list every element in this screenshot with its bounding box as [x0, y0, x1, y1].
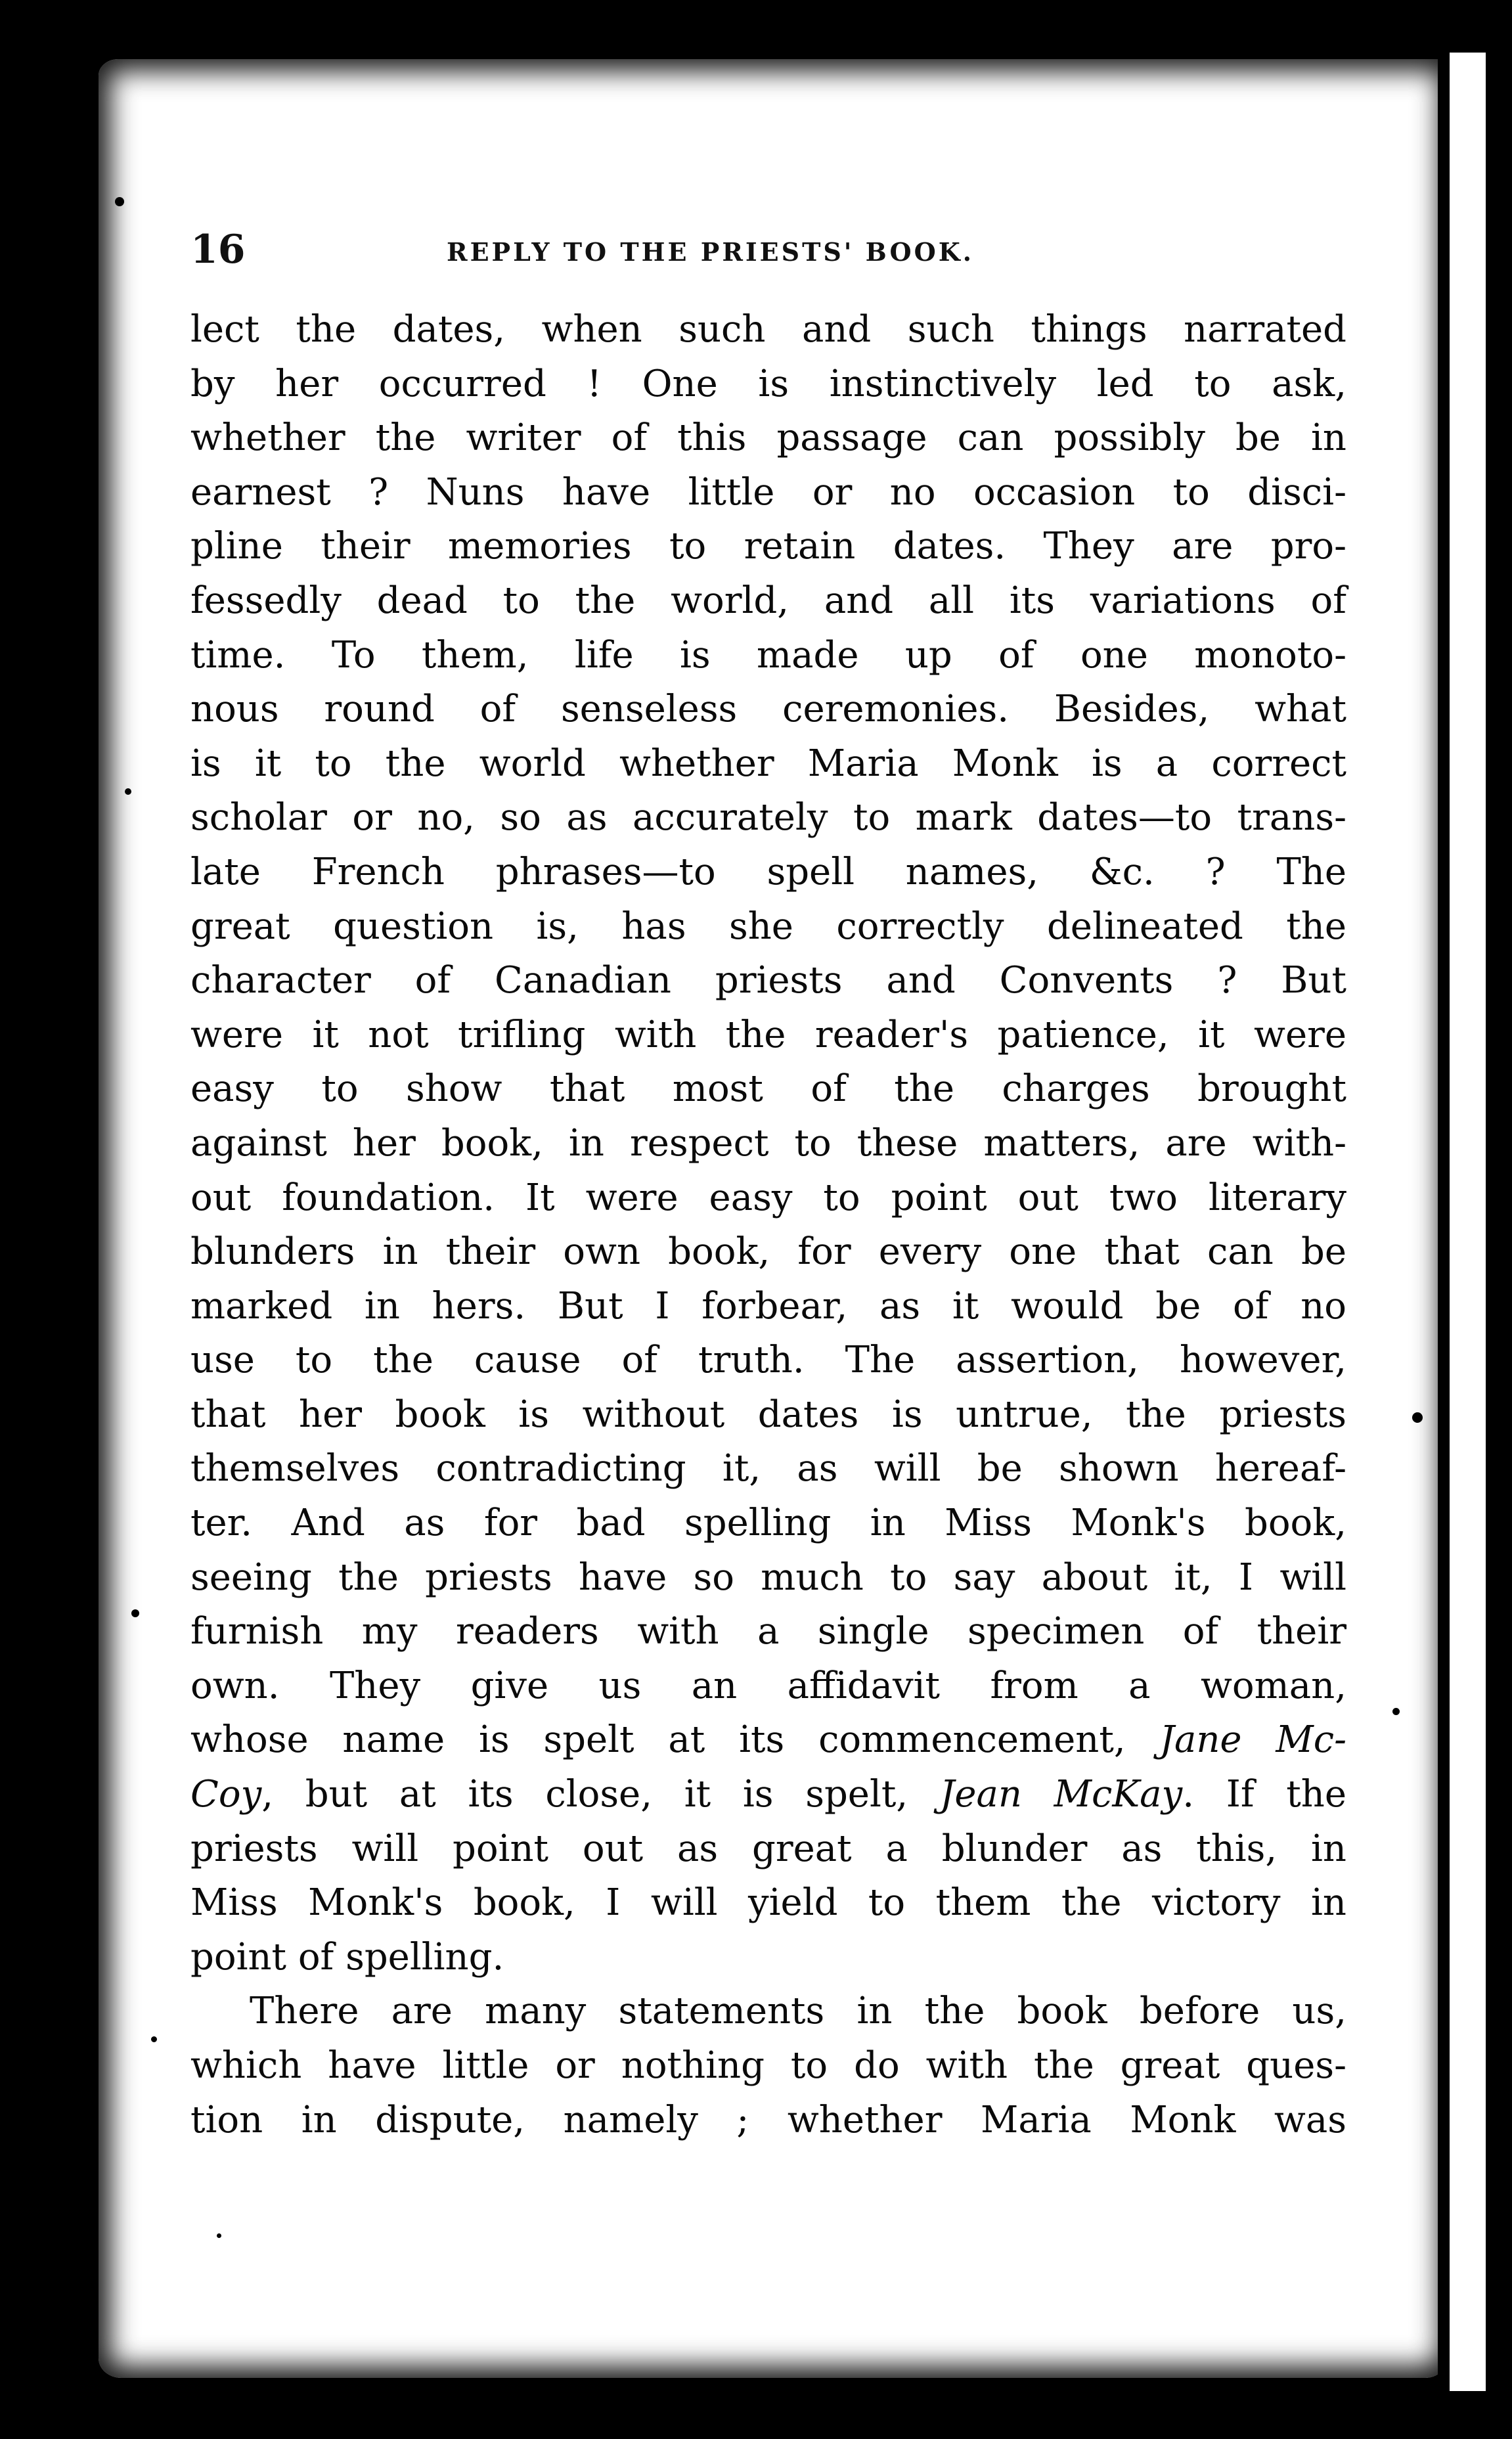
text-line: point of spelling. — [190, 1935, 504, 1979]
text-line: furnish my readers with a single specimen of their — [190, 1610, 1346, 1653]
text-line: use to the cause of truth. The assertion, however, — [190, 1339, 1346, 1382]
noise-speck — [1392, 1708, 1400, 1715]
scan-edge-light — [1450, 53, 1486, 2391]
scan-edge-dark — [1438, 39, 1450, 2404]
noise-speck — [217, 2233, 221, 2238]
page-content — [190, 227, 1346, 2147]
text-line: Miss Monk's book, I will yield to them the victory in — [190, 1881, 1346, 1925]
text-line: tion in dispute, namely ; whether Maria Monk was — [190, 2098, 1346, 2141]
noise-speck — [115, 197, 124, 206]
text-line: blunders in their own book, for every one that can be — [190, 1230, 1346, 1274]
text-line-mixed — [190, 1768, 1346, 1822]
italic-name: Jane Mc- — [1159, 1718, 1346, 1762]
text-line: seeing the priests have so much to say about it, I will — [190, 1555, 1346, 1599]
text-line: were it not trifling with the reader's patience, it were — [190, 1013, 1346, 1056]
noise-speck — [125, 788, 131, 795]
text-segment: whose name is spelt at its commencement, — [190, 1718, 1160, 1762]
text-line: against her book, in respect to these matters, are with- — [190, 1121, 1346, 1165]
text-line: themselves contradicting it, as will be shown hereaf- — [190, 1447, 1346, 1490]
text-line: that her book is without dates is untrue, the priests — [190, 1393, 1346, 1436]
text-line: out foundation. It were easy to point out two literary — [190, 1176, 1346, 1219]
text-line: There are many statements in the book before us, — [250, 1990, 1346, 2033]
text-line: by her occurred ! One is instinctively led to ask, — [190, 362, 1346, 405]
text-line: easy to show that most of the charges brought — [190, 1067, 1346, 1111]
page-number: 16 — [190, 227, 246, 273]
text-line: earnest ? Nuns have little or no occasion to disci- — [190, 470, 1346, 514]
text-line: ter. And as for bad spelling in Miss Monk's book, — [190, 1502, 1346, 1545]
noise-speck — [151, 2036, 157, 2042]
text-line: time. To them, life is made up of one monoto- — [190, 633, 1346, 677]
text-line: which have little or nothing to do with the great ques- — [190, 2044, 1346, 2087]
text-line: late French phrases—to spell names, &c. ? The — [190, 850, 1346, 893]
text-line: fessedly dead to the world, and all its variations of — [190, 579, 1346, 622]
text-segment: . If the — [1182, 1773, 1346, 1816]
text-line: great question is, has she correctly delineated the — [190, 905, 1346, 948]
text-line-mixed — [190, 1713, 1346, 1768]
running-title: REPLY TO THE PRIESTS' BOOK. — [447, 237, 974, 267]
text-segment: , but at its close, it is spelt, — [261, 1773, 940, 1816]
text-line: pline their memories to retain dates. They are pro- — [190, 525, 1346, 568]
text-line: is it to the world whether Maria Monk is a correct — [190, 742, 1346, 785]
text-line: lect the dates, when such and such things narrated — [190, 308, 1346, 351]
noise-speck — [131, 1609, 139, 1617]
scan-edge-strip — [1486, 0, 1512, 2439]
text-line: whether the writer of this passage can possibly be in — [190, 416, 1346, 460]
text-line: nous round of senseless ceremonies. Besides, what — [190, 688, 1346, 731]
text-line: own. They give us an affidavit from a woman, — [190, 1664, 1346, 1707]
text-line: priests will point out as great a blunder as this, in — [190, 1827, 1346, 1870]
text-line: scholar or no, so as accurately to mark dates—to trans- — [190, 796, 1346, 839]
text-line: marked in hers. But I forbear, as it would be of no — [190, 1284, 1346, 1328]
text-line: character of Canadian priests and Convents ? But — [190, 959, 1346, 1002]
italic-name: Jean McKay — [939, 1773, 1183, 1816]
body-text — [190, 303, 1346, 2147]
noise-speck — [1412, 1412, 1423, 1423]
italic-name: Coy — [190, 1773, 262, 1816]
running-head — [190, 227, 1346, 279]
